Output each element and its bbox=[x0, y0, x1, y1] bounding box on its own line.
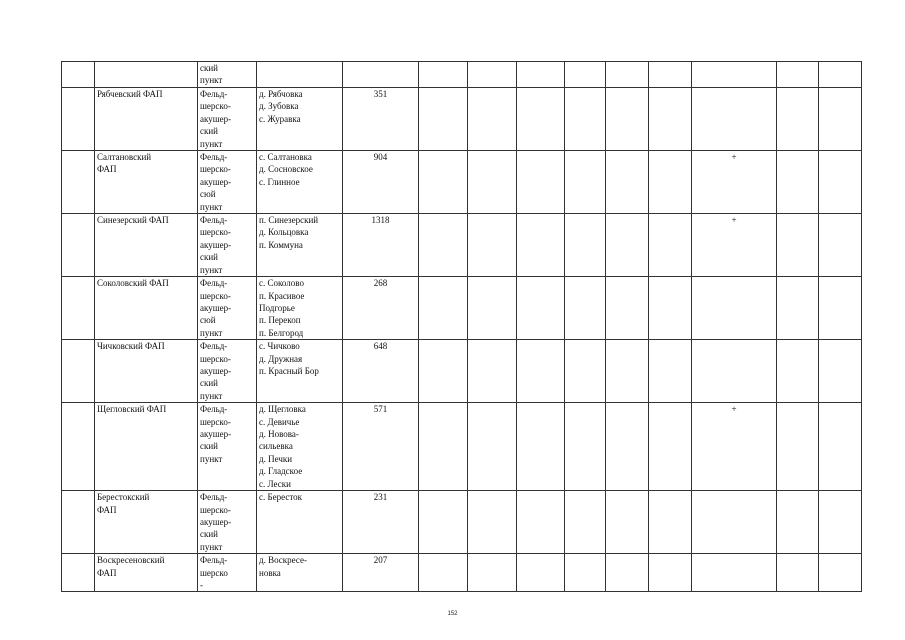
facility-type-cell: ский пункт bbox=[198, 62, 257, 88]
empty-cell bbox=[419, 151, 468, 214]
empty-cell bbox=[777, 214, 819, 277]
settlements-cell: д. Воскресе- новка bbox=[257, 554, 343, 592]
population-cell: 207 bbox=[343, 554, 419, 592]
empty-cell bbox=[565, 491, 606, 554]
empty-cell bbox=[819, 340, 862, 403]
facility-name-cell: Воскресеновский ФАП bbox=[95, 554, 198, 592]
facility-type-cell: Фельд- шерско- акушер- ский пункт bbox=[198, 88, 257, 151]
empty-cell bbox=[777, 403, 819, 491]
empty-cell bbox=[606, 554, 649, 592]
empty-cell bbox=[565, 340, 606, 403]
empty-cell bbox=[649, 491, 692, 554]
empty-cell bbox=[649, 151, 692, 214]
facility-name-cell bbox=[95, 62, 198, 88]
row-number-cell bbox=[62, 403, 95, 491]
facility-name-cell: Салтановский ФАП bbox=[95, 151, 198, 214]
empty-cell bbox=[517, 151, 565, 214]
empty-cell bbox=[517, 277, 565, 340]
empty-cell bbox=[606, 214, 649, 277]
facility-type-cell: Фельд- шерско- акушер- ский пункт bbox=[198, 403, 257, 491]
table-row bbox=[62, 151, 862, 214]
row-number-cell bbox=[62, 277, 95, 340]
empty-cell bbox=[419, 491, 468, 554]
empty-cell bbox=[517, 554, 565, 592]
mark-cell bbox=[692, 62, 777, 88]
empty-cell bbox=[468, 491, 517, 554]
empty-cell bbox=[565, 62, 606, 88]
row-number-cell bbox=[62, 88, 95, 151]
population-cell: 351 bbox=[343, 88, 419, 151]
empty-cell bbox=[606, 88, 649, 151]
empty-cell bbox=[777, 554, 819, 592]
empty-cell bbox=[565, 88, 606, 151]
facility-name-cell: Синезерский ФАП bbox=[95, 214, 198, 277]
facilities-table bbox=[61, 61, 862, 592]
empty-cell bbox=[565, 277, 606, 340]
mark-cell: + bbox=[692, 214, 777, 277]
empty-cell bbox=[606, 491, 649, 554]
table-row bbox=[62, 491, 862, 554]
empty-cell bbox=[517, 214, 565, 277]
empty-cell bbox=[517, 340, 565, 403]
empty-cell bbox=[777, 88, 819, 151]
empty-cell bbox=[468, 214, 517, 277]
row-number-cell bbox=[62, 214, 95, 277]
facility-name-cell: Чичковский ФАП bbox=[95, 340, 198, 403]
empty-cell bbox=[819, 491, 862, 554]
empty-cell bbox=[468, 277, 517, 340]
empty-cell bbox=[777, 491, 819, 554]
empty-cell bbox=[565, 554, 606, 592]
settlements-cell: п. Синезерский д. Кольцовка п. Коммуна bbox=[257, 214, 343, 277]
table-row bbox=[62, 554, 862, 592]
facility-name-cell: Щегловский ФАП bbox=[95, 403, 198, 491]
empty-cell bbox=[468, 403, 517, 491]
empty-cell bbox=[649, 88, 692, 151]
population-cell: 231 bbox=[343, 491, 419, 554]
empty-cell bbox=[606, 62, 649, 88]
mark-cell bbox=[692, 554, 777, 592]
empty-cell bbox=[649, 277, 692, 340]
row-number-cell bbox=[62, 491, 95, 554]
row-number-cell bbox=[62, 340, 95, 403]
settlements-cell: с. Бересток bbox=[257, 491, 343, 554]
empty-cell bbox=[419, 277, 468, 340]
empty-cell bbox=[419, 214, 468, 277]
empty-cell bbox=[649, 214, 692, 277]
empty-cell bbox=[419, 403, 468, 491]
mark-cell: + bbox=[692, 151, 777, 214]
settlements-cell: с. Салтановка д. Сосновское с. Глинное bbox=[257, 151, 343, 214]
empty-cell bbox=[606, 340, 649, 403]
empty-cell bbox=[649, 554, 692, 592]
empty-cell bbox=[565, 403, 606, 491]
mark-cell bbox=[692, 88, 777, 151]
facility-type-cell: Фельд- шерско- акушер- ский пункт bbox=[198, 340, 257, 403]
empty-cell bbox=[606, 277, 649, 340]
mark-cell bbox=[692, 340, 777, 403]
empty-cell bbox=[777, 340, 819, 403]
empty-cell bbox=[565, 214, 606, 277]
empty-cell bbox=[819, 88, 862, 151]
settlements-cell: с. Соколово п. Красивое Подгорье п. Перекоп п. Белгород bbox=[257, 277, 343, 340]
facility-name-cell: Рябчевский ФАП bbox=[95, 88, 198, 151]
empty-cell bbox=[468, 151, 517, 214]
mark-cell bbox=[692, 277, 777, 340]
facility-type-cell: Фельд- шерско - bbox=[198, 554, 257, 592]
facility-type-cell: Фельд- шерско- акушер- сюй пункт bbox=[198, 277, 257, 340]
empty-cell bbox=[517, 88, 565, 151]
population-cell: 1318 bbox=[343, 214, 419, 277]
empty-cell bbox=[468, 554, 517, 592]
empty-cell bbox=[419, 340, 468, 403]
empty-cell bbox=[777, 277, 819, 340]
row-number-cell bbox=[62, 554, 95, 592]
empty-cell bbox=[419, 554, 468, 592]
table-row bbox=[62, 214, 862, 277]
empty-cell bbox=[819, 277, 862, 340]
empty-cell bbox=[468, 88, 517, 151]
table-row bbox=[62, 62, 862, 88]
facility-type-cell: Фельд- шерско- акушер- ский пункт bbox=[198, 214, 257, 277]
table-row bbox=[62, 403, 862, 491]
empty-cell bbox=[606, 403, 649, 491]
page-number: 152 bbox=[447, 611, 458, 617]
empty-cell bbox=[419, 62, 468, 88]
population-cell: 648 bbox=[343, 340, 419, 403]
empty-cell bbox=[468, 340, 517, 403]
settlements-cell: д. Щегловка с. Девичье д. Новова- сильевка д. Печки д. Гладское с. Лески bbox=[257, 403, 343, 491]
mark-cell bbox=[692, 491, 777, 554]
population-cell: 571 bbox=[343, 403, 419, 491]
table-row bbox=[62, 88, 862, 151]
population-cell bbox=[343, 62, 419, 88]
table-row bbox=[62, 277, 862, 340]
empty-cell bbox=[649, 340, 692, 403]
empty-cell bbox=[517, 403, 565, 491]
row-number-cell bbox=[62, 62, 95, 88]
empty-cell bbox=[777, 62, 819, 88]
facility-name-cell: Соколовский ФАП bbox=[95, 277, 198, 340]
population-cell: 904 bbox=[343, 151, 419, 214]
facility-type-cell: Фельд- шерско- акушер- ский пункт bbox=[198, 491, 257, 554]
empty-cell bbox=[649, 62, 692, 88]
empty-cell bbox=[649, 403, 692, 491]
table-body bbox=[62, 62, 862, 592]
empty-cell bbox=[819, 151, 862, 214]
settlements-cell: с. Чичково д. Дружная п. Красный Бор bbox=[257, 340, 343, 403]
facility-type-cell: Фельд- шерско- акушер- сюй пункт bbox=[198, 151, 257, 214]
settlements-cell: д. Рябчовка д. Зубовка с. Журавка bbox=[257, 88, 343, 151]
population-cell: 268 bbox=[343, 277, 419, 340]
empty-cell bbox=[777, 151, 819, 214]
empty-cell bbox=[517, 62, 565, 88]
empty-cell bbox=[819, 62, 862, 88]
facility-name-cell: Берестокский ФАП bbox=[95, 491, 198, 554]
empty-cell bbox=[606, 151, 649, 214]
mark-cell: + bbox=[692, 403, 777, 491]
settlements-cell bbox=[257, 62, 343, 88]
empty-cell bbox=[468, 62, 517, 88]
empty-cell bbox=[819, 554, 862, 592]
empty-cell bbox=[819, 214, 862, 277]
empty-cell bbox=[565, 151, 606, 214]
table-row bbox=[62, 340, 862, 403]
empty-cell bbox=[419, 88, 468, 151]
row-number-cell bbox=[62, 151, 95, 214]
empty-cell bbox=[517, 491, 565, 554]
empty-cell bbox=[819, 403, 862, 491]
